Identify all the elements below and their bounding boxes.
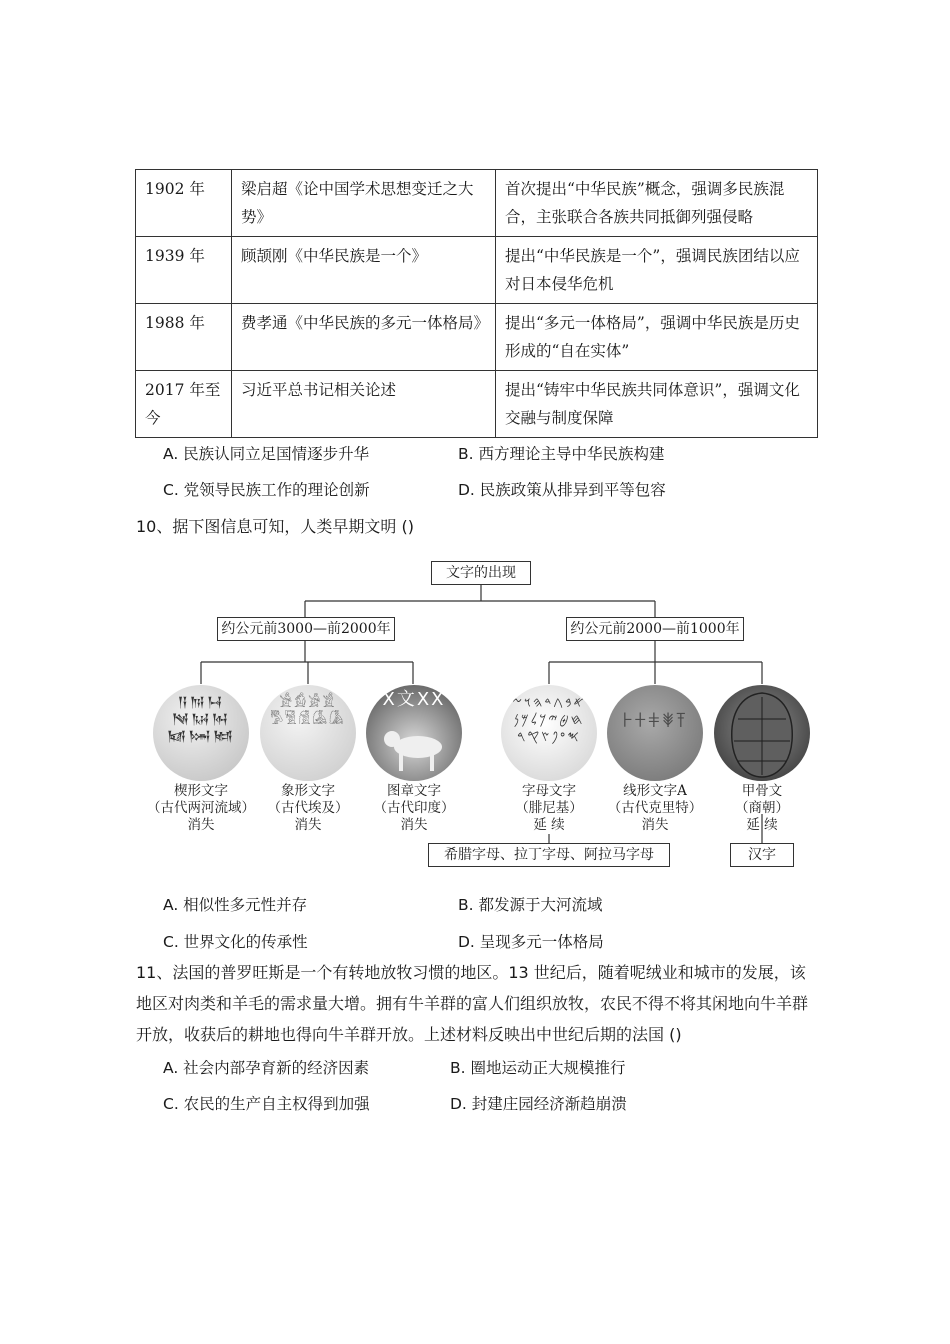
seal-animal-icon bbox=[366, 685, 462, 781]
year-cell: 1939 年 bbox=[136, 237, 232, 304]
table-row bbox=[136, 170, 818, 237]
q11-stem: 11、法国的普罗旺斯是一个有转地放牧习惯的地区。13 世纪后，随着呢绒业和城市的发展，该地区对肉类和羊毛的需求量大增。拥有牛羊群的富人们组织放牧，农民不得不将其闲地向牛羊群开放，收获后的耕地也得向牛羊群开放。上述材料反映出中世纪后期的法国 () bbox=[136, 963, 809, 1044]
oracle-bone-shell-icon bbox=[714, 685, 810, 781]
q9-option-a[interactable]: A. 民族认同立足国情逐步升华 bbox=[163, 445, 370, 463]
q11-option-c[interactable]: C. 农民的生产自主权得到加强 bbox=[163, 1095, 370, 1113]
script-name: 甲骨文 bbox=[741, 783, 783, 799]
descendant-alphabets-box: 希腊字母、拉丁字母、阿拉马字母 bbox=[428, 843, 670, 867]
linear-a-image bbox=[607, 685, 703, 781]
script-name: 图章文字 bbox=[387, 783, 441, 799]
script-name: 楔形文字 bbox=[174, 783, 228, 799]
hieroglyph-caption bbox=[248, 783, 368, 834]
script-origin: （古代两河流域） bbox=[147, 800, 255, 816]
q11-option-d[interactable]: D. 封建庄园经济渐趋崩溃 bbox=[450, 1095, 627, 1113]
content-cell: 提出“中华民族是一个”，强调民族团结以应对日本侵华危机 bbox=[496, 237, 818, 304]
content-cell: 首次提出“中华民族”概念，强调多民族混合，主张联合各族共同抵御列强侵略 bbox=[496, 170, 818, 237]
period2-box: 约公元前2000—前1000年 bbox=[566, 617, 744, 641]
seal-image bbox=[366, 685, 462, 781]
cuneiform-caption bbox=[141, 783, 261, 834]
hieroglyph-image bbox=[260, 685, 356, 781]
history-table bbox=[135, 169, 818, 438]
q9-option-b[interactable]: B. 西方理论主导中华民族构建 bbox=[458, 445, 665, 463]
script-fate: 延 续 bbox=[746, 817, 778, 833]
period1-box: 约公元前3000—前2000年 bbox=[217, 617, 395, 641]
q11-option-b[interactable]: B. 圈地运动正大规模推行 bbox=[450, 1059, 626, 1077]
q10-option-c[interactable]: C. 世界文化的传承性 bbox=[163, 933, 308, 951]
script-origin: （古代埃及） bbox=[267, 800, 349, 816]
work-cell: 梁启超《论中国学术思想变迁之大势》 bbox=[232, 170, 496, 237]
hieroglyph-glyphs: 𓀀𓀁𓀂𓀃𓀄𓀅𓀆𓀇𓀈 bbox=[270, 695, 346, 728]
phoenician-glyphs: 𐤀𐤁𐤂𐤃𐤄𐤅𐤆𐤇𐤈𐤉𐤊𐤋𐤌𐤍𐤎𐤏𐤐𐤑𐤒𐤓 bbox=[512, 695, 586, 745]
work-cell: 习近平总书记相关论述 bbox=[232, 371, 496, 438]
script-fate: 消失 bbox=[187, 817, 215, 833]
content-cell: 提出“铸牢中华民族共同体意识”，强调文化交融与制度保障 bbox=[496, 371, 818, 438]
linear-a-glyphs: 𐘀𐘁𐘂𐘃𐘄 bbox=[622, 711, 688, 732]
table-row bbox=[136, 371, 818, 438]
phoenician-caption bbox=[489, 783, 609, 834]
work-cell: 费孝通《中华民族的多元一体格局》 bbox=[232, 304, 496, 371]
q9-option-c[interactable]: C. 党领导民族工作的理论创新 bbox=[163, 481, 370, 499]
script-name: 线形文字A bbox=[623, 783, 687, 799]
year-cell: 1902 年 bbox=[136, 170, 232, 237]
content-cell: 提出“多元一体格局”，强调中华民族是历史形成的“自在实体” bbox=[496, 304, 818, 371]
script-name: 字母文字 bbox=[522, 783, 576, 799]
q11-option-a[interactable]: A. 社会内部孕育新的经济因素 bbox=[163, 1059, 370, 1077]
seal-glyphs: Ⅹ文ⅩⅩ bbox=[382, 689, 446, 710]
linear-a-caption bbox=[595, 783, 715, 834]
year-cell: 1988 年 bbox=[136, 304, 232, 371]
table-row bbox=[136, 237, 818, 304]
oracle-bone-image bbox=[714, 685, 810, 781]
cuneiform-image bbox=[153, 685, 249, 781]
work-cell: 顾颉刚《中华民族是一个》 bbox=[232, 237, 496, 304]
q9-option-d[interactable]: D. 民族政策从排异到平等包容 bbox=[458, 481, 666, 499]
q10-option-a[interactable]: A. 相似性多元性并存 bbox=[163, 896, 308, 914]
cuneiform-glyphs: 𒀀𒀁𒀂𒀃𒀄𒀅𒀆𒀇𒀈 bbox=[166, 695, 236, 745]
year-cell: 2017 年至今 bbox=[136, 371, 232, 438]
script-origin: （古代克里特） bbox=[607, 800, 703, 816]
oracle-bone-caption bbox=[702, 783, 822, 834]
q10-stem: 10、据下图信息可知，人类早期文明 () bbox=[136, 517, 414, 536]
script-name: 象形文字 bbox=[281, 783, 335, 799]
script-origin: （腓尼基） bbox=[515, 800, 583, 816]
phoenician-image bbox=[501, 685, 597, 781]
descendant-hanzi-box: 汉字 bbox=[730, 843, 794, 867]
q10-option-b[interactable]: B. 都发源于大河流域 bbox=[458, 896, 603, 914]
root-box: 文字的出现 bbox=[431, 561, 531, 585]
table-row bbox=[136, 304, 818, 371]
script-fate: 消失 bbox=[400, 817, 428, 833]
seal-caption bbox=[354, 783, 474, 834]
q10-option-d[interactable]: D. 呈现多元一体格局 bbox=[458, 933, 604, 951]
script-origin: （商朝） bbox=[735, 800, 789, 816]
script-fate: 消失 bbox=[294, 817, 322, 833]
script-fate: 消失 bbox=[641, 817, 669, 833]
script-origin: （古代印度） bbox=[373, 800, 455, 816]
script-fate: 延 续 bbox=[533, 817, 565, 833]
